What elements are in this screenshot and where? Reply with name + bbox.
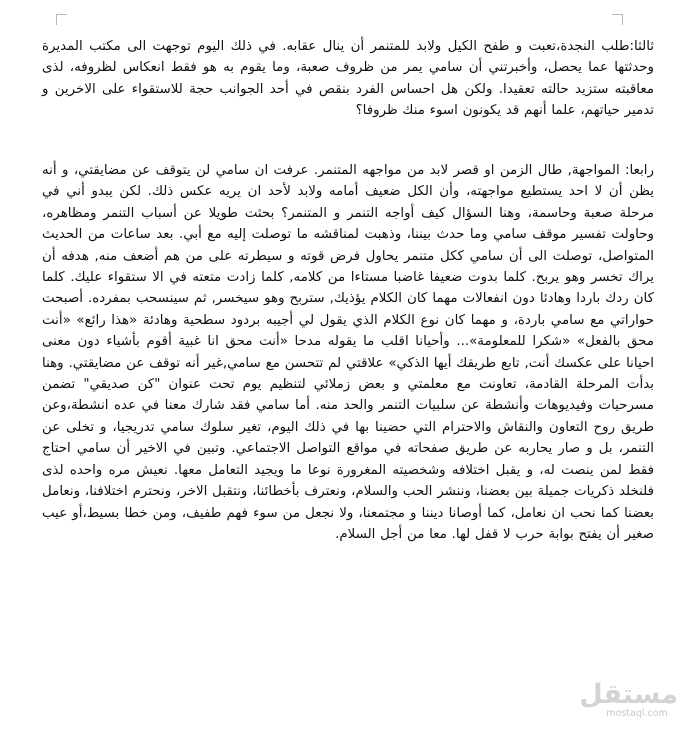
- page-corner-mark-right: [612, 14, 623, 25]
- watermark-logo: مستقل: [579, 679, 678, 710]
- watermark-url: mostaql.com: [606, 708, 668, 719]
- paragraph-text: ثالثا:طلب النجدة،تعبت و طفح الكيل ولابد للمتنمر أن ينال عقابه. في ذلك اليوم توجهت الى مكتب المديرة وحدثتها عما يحصل، وأخبرتني أن سامي يمر من ظروف صعبة، وما يقوم به هو فقط انعكاس لظروفه، لذى معاقبته ستزيد حالته تعقيدا. ولكن هل احساس الفرد بنقص في أحد الجوانب حجة للاستقواء على الاخرين و تدمير حياتهم، علما أنهم قد يكونون اسوء منك ظروفا؟: [42, 39, 654, 119]
- mostaql-watermark: [579, 679, 678, 728]
- paragraph-third-step: [42, 36, 654, 122]
- paragraph-text: رابعا: المواجهة, طال الزمن او قصر لابد من مواجهه المتنمر. عرفت ان سامي لن يتوقف عن مضايقتي، و أنه يظن أن لا احد يستطيع مواجهته، وأن الكل ضعيف أمامه ولابد لأحد ان يريه عكس ذلك. لكن يبدو أني في مرحلة صعبة وحاسمة، وهنا السؤال كيف أواجه التنمر و المتنمر؟ بحثت طويلا عن أسباب التنمر ومظاهره، وحاولت تفسير موقف سامي وما حدث بيننا، وذهبت لمناقشه ما توصلت إليه مع أبي. بعد ساعات من الحديث المتواصل، توصلت الى أن سامي ككل متنمر يحاول فرض قوته و سيطرته على من هم أضعف منه, هدفه أن يراك تخسر وهو يربح. كلما بدوت ضعيفا غاضبا مستاءا من كلامه, كلما زادت متعته في الا ستقواء عليك. كلما كان ردك باردا وهادئا دون انفعالات مهما كان الكلام يؤذيك, ستربح وهو سيخسر, ثم سينسحب بمفرده. أصبحت حواراتي مع سامي باردة، و مهما كان نوع الكلام الذي يقول لي أجيبه بردود سطحية وهادئة «هذا رائع» «أنت محق بالفعل» «شكرا للمعلومة»... وأحيانا اقلب ما يقوله مدحا «أنت محق انا غبية أقوم بأشياء دون معنى احيانا على عكسك أنت, تابع طريقك أيها الذكي» علاقتي لم تتحسن مع سامي,غير أنه توقف عن مضايقتي. وهنا بدأت المرحلة القادمة، تعاونت مع معلمتي و بعض زملائي لتنظيم يوم تحت عنوان "كن صديقي" تضمن مسرحيات وفيديوهات وأنشطة عن سلبيات التنمر والحد منه. أما سامي فقد شارك معنا في عده انشطة،وعن طريق روح التعاون والنقاش والاحترام التي حضينا بها في ذلك اليوم، تغير سلوك سامي تدريجيا، و تخلى عن التنمر، بل و صار يحاربه عن طريق صفحاته في مواقع التواصل الاجتماعي. وتبين في الاخير أن سامي احتاج فقط لمن ينصت له، و يقبل اختلافه وشخصيته المغرورة نوعا ما ويجيد التعامل معها. نعيش مره واحده لذى فلنخلد ذكريات جميلة بين بعضنا، وننشر الحب والسلام، ونعترف بأخطائنا، ونتقبل الاخر، ونحترم اختلافنا، ونعامل بعضنا كما نحب ان نعامل، كما أوصانا ديننا و مجتمعنا، ولا نجعل من سوء فهم طفيف، ومن خطا بسيط،أو عيب صغير أن يفتح بوابة حرب لا قفل لها. معا من أجل السلام.: [42, 163, 654, 542]
- paragraph-fourth-step: [42, 160, 654, 545]
- page-corner-mark-left: [56, 14, 67, 25]
